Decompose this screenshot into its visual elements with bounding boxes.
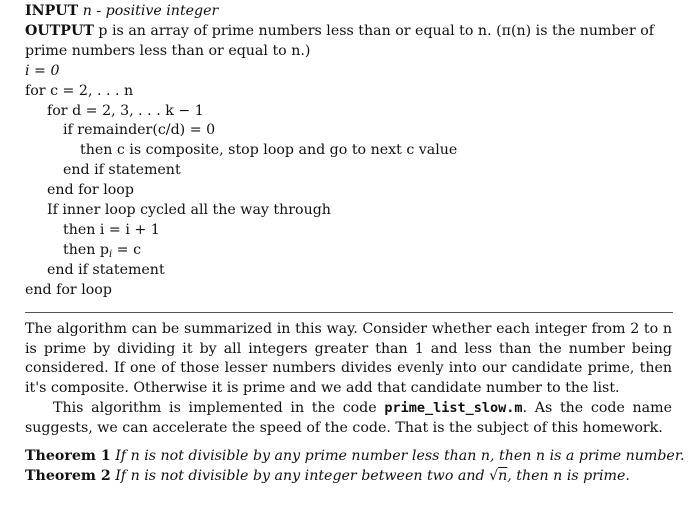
theorem-1-label: Theorem 1 bbox=[25, 448, 111, 465]
code-filename: prime_list_slow.m bbox=[384, 400, 523, 417]
algo-line-init: i = 0 bbox=[25, 62, 60, 79]
algo-line-end-if: end if statement bbox=[63, 162, 181, 179]
input-line bbox=[25, 2, 675, 22]
p2-before: This algorithm is implemented in the code bbox=[53, 400, 385, 417]
theorem-2-text-after: , then n is prime. bbox=[507, 467, 630, 484]
algo-line-assign bbox=[25, 241, 675, 261]
output-label: OUTPUT bbox=[25, 22, 94, 39]
algo-line-end-for-outer: end for loop bbox=[25, 281, 112, 298]
sqrt-symbol: √ bbox=[489, 467, 499, 484]
input-label: INPUT bbox=[25, 3, 79, 19]
summary-paragraph-1: The algorithm can be summarized in this way. Consider whether each integer from 2 to n is prime by dividing it by all integers greater than 1 and less than the number being considered. If one of those lesser numbers divides evenly into our candidate prime, then it's composite. Otherwise it is prime and we add that candidate number to the list. bbox=[25, 320, 672, 397]
theorem-2-text-before: If n is not divisible by any integer between two and bbox=[115, 467, 490, 484]
section-divider bbox=[25, 312, 673, 313]
assign-lhs: then p bbox=[63, 241, 109, 258]
algo-line-if-remainder: if remainder(c/d) = 0 bbox=[63, 122, 216, 139]
output-line-cont: prime numbers less than or equal to n.) bbox=[25, 42, 311, 59]
summary-paragraph-2 bbox=[25, 399, 672, 439]
algo-line-inner-for: for d = 2, 3, . . . k − 1 bbox=[47, 102, 204, 119]
input-text: n - positive integer bbox=[82, 3, 219, 19]
assign-rhs: = c bbox=[112, 241, 142, 258]
algo-line-composite: then c is composite, stop loop and go to next c value bbox=[80, 142, 458, 159]
output-line bbox=[25, 22, 675, 42]
algo-line-outer-for: for c = 2, . . . n bbox=[25, 82, 134, 99]
algo-line-end-for-inner: end for loop bbox=[47, 182, 134, 199]
algo-line-increment: then i = i + 1 bbox=[63, 221, 160, 238]
document-page bbox=[25, 2, 685, 487]
p2-after: . As the code name suggests, we can accelerate the speed of the code. That is the subject of this homework. bbox=[25, 400, 672, 437]
output-text: p is an array of prime numbers less than or equal to n. (π(n) is the number of bbox=[98, 22, 655, 39]
theorem-1 bbox=[25, 447, 685, 467]
assign-subscript: i bbox=[108, 248, 113, 260]
theorem-2 bbox=[25, 467, 675, 487]
algo-line-if-cycled: If inner loop cycled all the way through bbox=[47, 202, 331, 219]
algo-line-end-if-2: end if statement bbox=[47, 261, 165, 278]
sqrt-argument: n bbox=[498, 467, 508, 484]
theorem-1-text: If n is not divisible by any prime number less than n, then n is a prime number. bbox=[115, 448, 685, 465]
theorem-block bbox=[25, 447, 685, 487]
theorem-2-label: Theorem 2 bbox=[25, 467, 111, 484]
